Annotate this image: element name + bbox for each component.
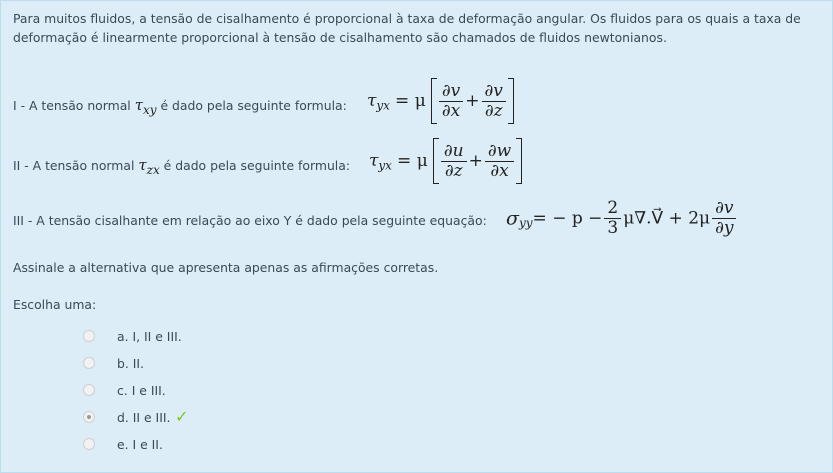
eq-iii-mid: μ∇.V⃗ + 2μ xyxy=(623,208,711,229)
statement-ii-tail: é dado pela seguinte formula: xyxy=(159,158,351,173)
statement-i-text: I - A tensão normal xyxy=(13,98,135,113)
statement-iii-text: III - A tensão cisalhante em relação ao eixo Y é dado pela seguinte equação: xyxy=(13,213,487,228)
eq-iii-lhs: σ xyxy=(506,207,519,230)
statement-i-symbol: τ xyxy=(134,96,143,114)
equation-iii xyxy=(506,199,738,238)
eq-i-right-bracket xyxy=(508,78,514,124)
eq-i-fraction-2 xyxy=(482,82,506,121)
statement-iii xyxy=(13,213,487,228)
eq-iii-f-den: ∂y xyxy=(715,218,734,238)
equation-i xyxy=(367,78,514,124)
question-intro: Para muitos fluidos, a tensão de cisalhamento é proporcional à taxa de deformação angular. Os fluidos para os quais a taxa de deformação é linearmente proporcional à tensão de cisalhamento são chamados de fluidos newtonianos. xyxy=(13,11,801,45)
eq-iii-op: = − p − xyxy=(532,208,603,229)
option-c-radio[interactable] xyxy=(83,384,95,396)
eq-i-left-bracket xyxy=(431,78,437,124)
eq-i-lhs: τ xyxy=(367,91,377,111)
eq-i-lhs-sub: yx xyxy=(376,98,390,113)
eq-iii-lhs-sub: yy xyxy=(518,216,533,230)
eq-i-fraction-1 xyxy=(439,82,463,121)
eq-ii-right-bracket xyxy=(516,138,522,184)
eq-iii-f-num: ∂v xyxy=(712,199,736,219)
statement-i xyxy=(13,96,347,117)
option-a-radio[interactable] xyxy=(83,330,95,342)
eq-i-f2-num: ∂v xyxy=(482,82,506,102)
eq-ii-f2-den: ∂x xyxy=(490,160,509,181)
statement-i-subscript: xy xyxy=(143,103,157,117)
statement-ii-symbol: τ xyxy=(138,156,147,174)
option-d-label[interactable]: d. II e III. xyxy=(117,410,171,425)
option-d-radio[interactable] xyxy=(83,411,95,423)
option-e-radio[interactable] xyxy=(83,438,95,450)
option-b-radio[interactable] xyxy=(83,357,95,369)
option-e-label[interactable]: e. I e II. xyxy=(117,437,163,452)
question-prompt: Assinale a alternativa que apresenta apenas as afirmações corretas. xyxy=(13,260,439,275)
eq-ii-op: = μ xyxy=(397,151,428,171)
eq-i-op: = μ xyxy=(395,91,426,111)
eq-ii-lhs: τ xyxy=(369,151,379,171)
eq-iii-coef-num: 2 xyxy=(604,199,621,219)
eq-ii-f1-num: ∂u xyxy=(441,142,467,162)
eq-i-f1-num: ∂v xyxy=(439,82,463,102)
option-a-label[interactable]: a. I, II e III. xyxy=(117,329,182,344)
option-c-label[interactable]: c. I e III. xyxy=(117,383,166,398)
eq-ii-fraction-1 xyxy=(441,142,467,181)
correct-check-icon: ✓ xyxy=(175,407,189,426)
eq-i-f1-den: ∂x xyxy=(441,100,461,121)
option-b-label[interactable]: b. II. xyxy=(117,356,144,371)
eq-i-plus: + xyxy=(465,91,480,111)
eq-ii-f2-num: ∂w xyxy=(485,142,514,162)
statement-ii xyxy=(13,156,350,177)
eq-iii-fraction-coef xyxy=(604,199,621,238)
eq-i-f2-den: ∂z xyxy=(484,100,503,121)
choose-label: Escolha uma: xyxy=(13,297,97,312)
statement-ii-text: II - A tensão normal xyxy=(13,158,139,173)
eq-ii-fraction-2 xyxy=(485,142,514,181)
eq-ii-lhs-sub: yx xyxy=(378,158,392,173)
eq-ii-left-bracket xyxy=(433,138,439,184)
eq-iii-coef-den: 3 xyxy=(607,218,619,238)
equation-ii xyxy=(369,138,522,184)
eq-iii-fraction xyxy=(712,199,736,238)
statement-ii-subscript: zx xyxy=(146,163,160,177)
eq-ii-plus: + xyxy=(468,151,483,171)
statement-i-tail: é dado pela seguinte formula: xyxy=(156,98,347,113)
eq-ii-f1-den: ∂z xyxy=(444,160,463,181)
